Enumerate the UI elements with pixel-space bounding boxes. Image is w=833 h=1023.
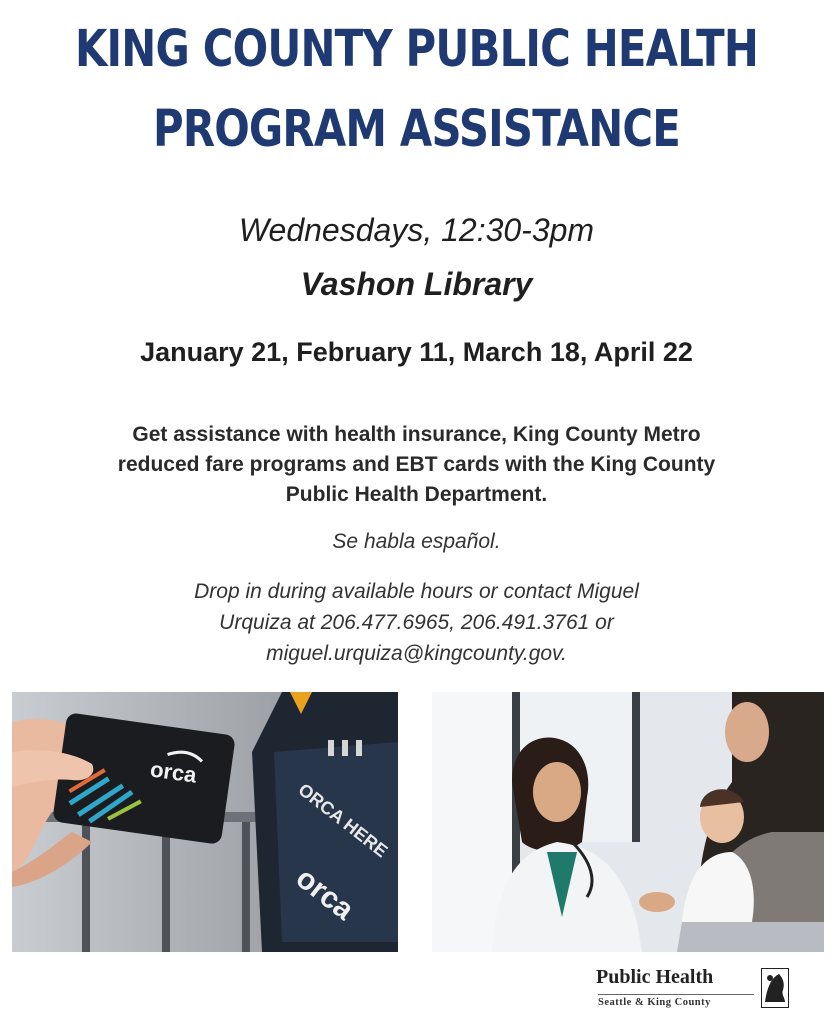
contact-info: [80, 576, 753, 669]
reader-logo: orca: [289, 861, 360, 927]
dates: January 21, February 11, March 18, April 22: [140, 337, 693, 367]
title-line-2: PROGRAM ASSISTANCE: [152, 100, 681, 159]
description-line: Public Health Department.: [285, 483, 548, 506]
public-health-logo: [596, 966, 816, 1016]
orca-card-photo: [12, 692, 398, 952]
description: [50, 420, 783, 510]
contact-line: miguel.urquiza@kingcounty.gov.: [266, 642, 567, 665]
contact-line: Drop in during available hours or contact Miguel: [194, 580, 639, 603]
logo-divider: [598, 994, 754, 995]
title-line-1: KING COUNTY PUBLIC HEALTH: [74, 20, 759, 79]
location: Vashon Library: [300, 266, 533, 302]
card-logo: orca: [148, 756, 199, 788]
description-line: Get assistance with health insurance, King County Metro: [132, 423, 701, 446]
schedule-day: Wednesdays, 12:30-3pm: [238, 212, 595, 248]
reader-text: ORCA HERE: [294, 779, 392, 862]
logo-subtitle: Seattle & King County: [598, 997, 711, 1008]
logo-name: Public Health: [596, 966, 714, 988]
spanish-note: Se habla español.: [332, 530, 501, 553]
description-line: reduced fare programs and EBT cards with the King County: [117, 453, 716, 476]
doctor-photo: [432, 692, 824, 952]
contact-line: Urquiza at 206.477.6965, 206.491.3761 or: [219, 611, 614, 634]
public-health-icon: [761, 968, 789, 1008]
